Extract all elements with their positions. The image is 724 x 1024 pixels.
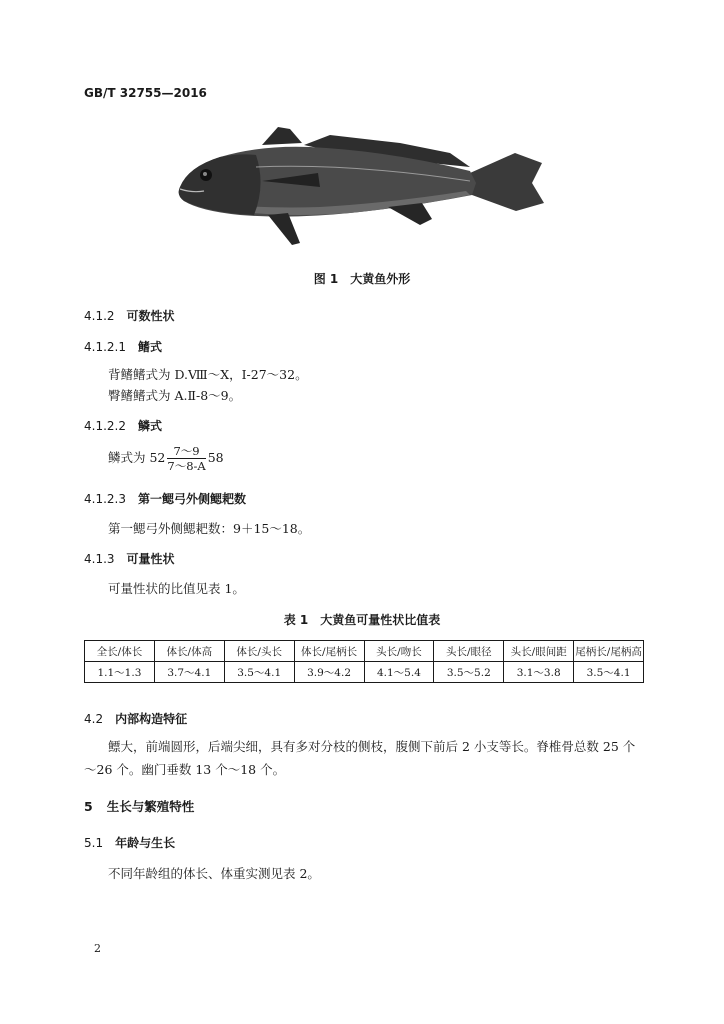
table-cell: 3.9～4.2 (294, 662, 364, 683)
scale-formula-suffix: 58 (207, 450, 224, 465)
table-header-cell: 体长/体高 (154, 641, 224, 662)
table-cell: 3.1～3.8 (504, 662, 574, 683)
gill-raker-text: 第一鳃弓外侧鳃耙数：9＋15～18。 (108, 521, 311, 536)
standard-number: GB/T 32755—2016 (84, 86, 207, 100)
heading-4-2: 4.2 内部构造特征 (84, 712, 188, 726)
heading-4-1-2-2: 4.1.2.2 鳞式 (84, 419, 162, 433)
table-header-row (85, 641, 644, 662)
heading-5-1: 5.1 年龄与生长 (84, 836, 176, 850)
table-header-cell: 尾柄长/尾柄高 (574, 641, 644, 662)
scale-formula-fraction (167, 444, 205, 473)
heading-4-1-2: 4.1.2 可数性状 (84, 309, 175, 323)
fish-illustration (179, 127, 544, 245)
table-header-cell: 头长/吻长 (364, 641, 434, 662)
heading-5: 5 生长与繁殖特性 (84, 799, 195, 814)
table-cell: 3.7～4.1 (154, 662, 224, 683)
heading-4-1-2-1: 4.1.2.1 鳍式 (84, 340, 162, 354)
table-cell: 3.5～4.1 (574, 662, 644, 683)
dorsal-fin-formula: 背鳍鳍式为 D.Ⅷ～Ⅹ，Ⅰ-27～32。 (108, 367, 308, 382)
scale-formula-prefix: 鳞式为 52 (108, 450, 166, 465)
scale-denominator: 7～8-A (167, 459, 206, 473)
heading-4-1-3: 4.1.3 可量性状 (84, 552, 175, 566)
table-header-cell: 头长/眼间距 (504, 641, 574, 662)
table1-caption: 表 1 大黄鱼可量性状比值表 (283, 613, 441, 627)
page-number: 2 (94, 942, 101, 955)
table-header-cell: 体长/尾柄长 (294, 641, 364, 662)
scale-numerator: 7～9 (167, 444, 205, 459)
heading-4-1-2-3: 4.1.2.3 第一鳃弓外侧鳃耙数 (84, 492, 246, 506)
table-cell: 4.1～5.4 (364, 662, 434, 683)
table-cell: 3.5～5.2 (434, 662, 504, 683)
age-growth-text: 不同年龄组的体长、体重实测见表 2。 (108, 866, 320, 881)
table-header-cell: 全长/体长 (85, 641, 155, 662)
internal-structure-text: 鳔大，前端圆形，后端尖细，具有多对分枝的侧枝，腹侧下前后 2 小支等长。脊椎骨总数 25 个～26 个。幽门垂数 13 个～18 个。 (84, 739, 636, 777)
table-cell: 1.1～1.3 (85, 662, 155, 683)
figure-caption: 图 1 大黄鱼外形 (313, 272, 411, 286)
measurable-text: 可量性状的比值见表 1。 (108, 581, 245, 596)
table-header-cell: 体长/头长 (224, 641, 294, 662)
table-row (85, 662, 644, 683)
fish-figure (170, 115, 550, 255)
table-cell: 3.5～4.1 (224, 662, 294, 683)
anal-fin-formula: 臀鳍鳍式为 A.Ⅱ-8～9。 (108, 388, 242, 403)
table-header-cell: 头长/眼径 (434, 641, 504, 662)
table1 (84, 640, 644, 683)
scale-formula (108, 444, 224, 473)
